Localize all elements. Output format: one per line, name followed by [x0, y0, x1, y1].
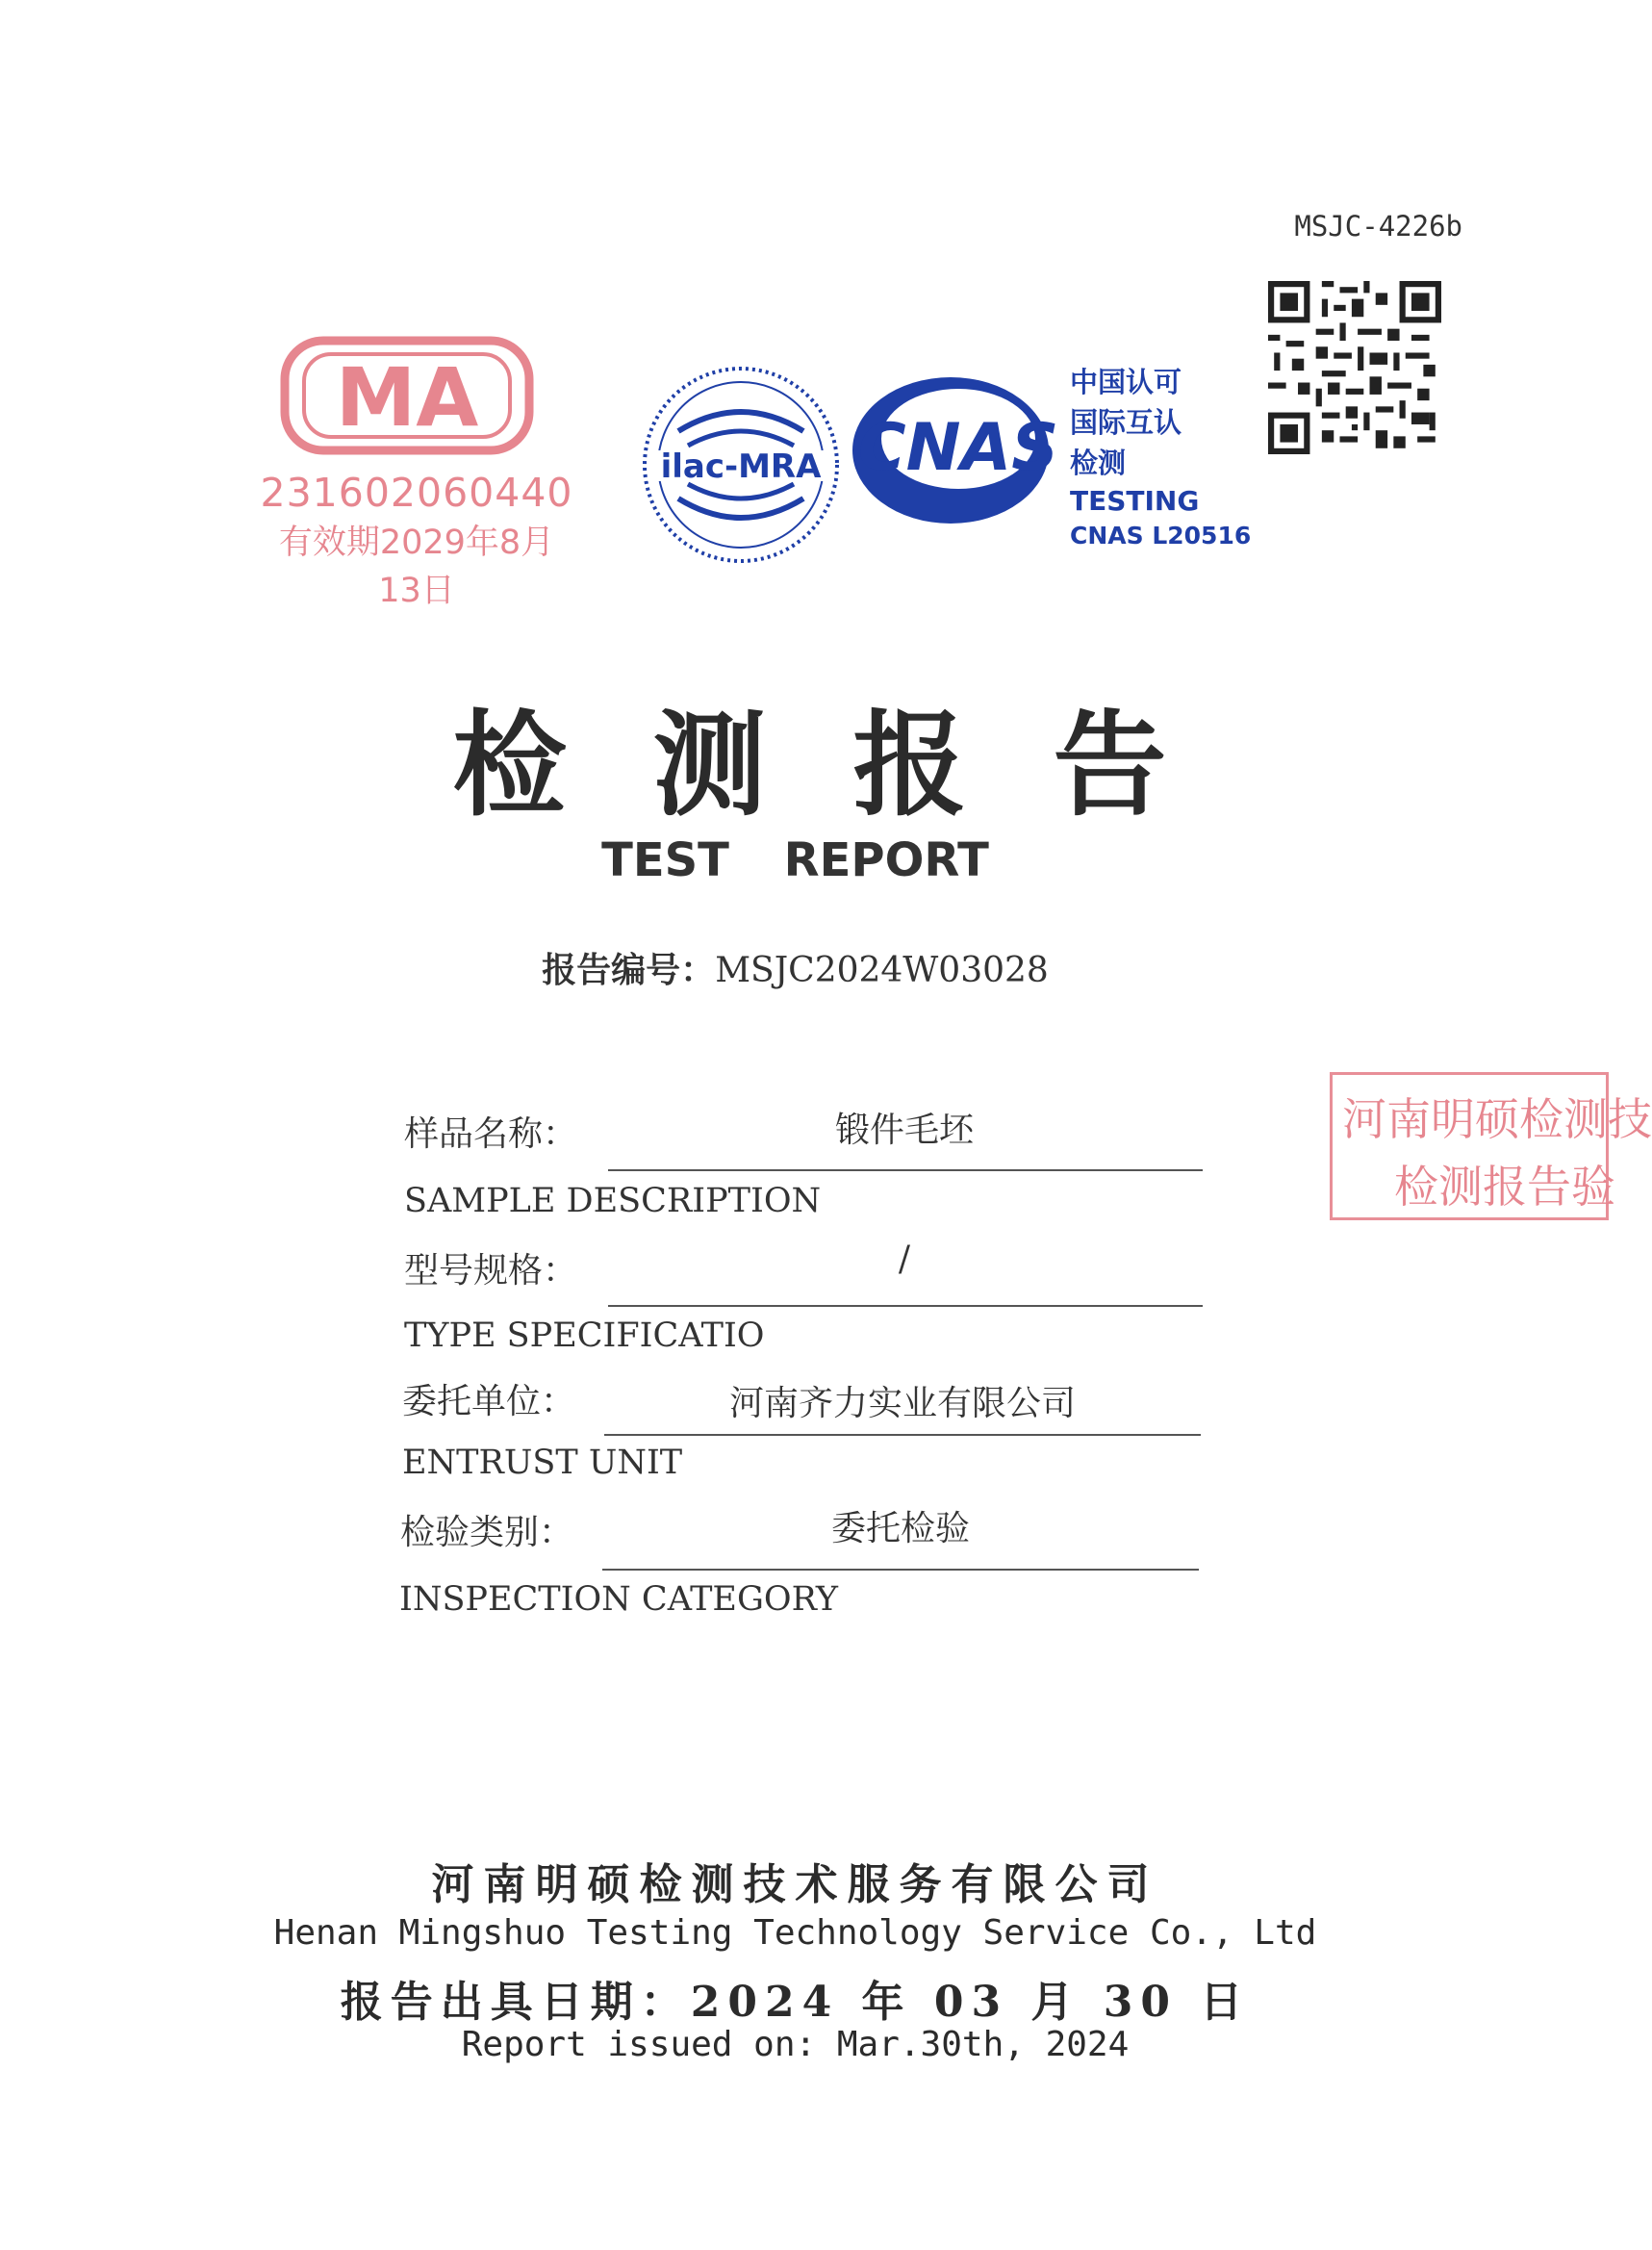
svg-text:MA: MA	[335, 350, 479, 445]
document-code: MSJC-4226b	[1294, 210, 1462, 243]
cma-validity: 有效期2029年8月13日	[278, 524, 555, 610]
type-spec-label: 型号规格：	[404, 1251, 578, 1291]
cma-cert-number: 231602060440	[260, 470, 573, 516]
cnas-line-2: 国际互认	[1070, 406, 1182, 439]
inspection-category-value: 委托检验	[830, 1509, 970, 1548]
cnas-line-3: 检测	[1070, 447, 1127, 479]
report-number-value: MSJC2024W03028	[715, 951, 1049, 990]
sample-name-underline	[608, 1169, 1203, 1171]
cma-seal-icon	[281, 337, 533, 454]
report-number	[0, 943, 1590, 992]
title-english: TEST REPORT	[601, 833, 989, 887]
company-name-cn: 河南明硕检测技术服务有限公司	[431, 1860, 1159, 1909]
edge-stamp-line-2: 检测报告验	[1394, 1161, 1615, 1213]
issue-date-cn: 报告出具日期：2024 年 03 月 30 日	[340, 1978, 1251, 2027]
entrust-unit-label: 委托单位：	[402, 1382, 576, 1421]
inspection-category-label: 检验类别：	[400, 1513, 574, 1552]
issue-date-en: Report issued on: Mar.30th, 2024	[461, 2025, 1130, 2064]
cnas-line-4: TESTING	[1070, 485, 1200, 517]
company-name-en: Henan Mingshuo Testing Technology Service Co., Ltd	[273, 1913, 1317, 1953]
report-number-label: 报告编号：	[542, 951, 716, 990]
sample-name-label-en: SAMPLE DESCRIPTION	[404, 1182, 822, 1220]
edge-stamp-line-1: 河南明硕检测技	[1342, 1093, 1652, 1145]
cnas-line-1: 中国认可	[1070, 366, 1182, 398]
entrust-unit-label-en: ENTRUST UNIT	[402, 1444, 683, 1482]
ilac-logo-text: ilac-MRA	[660, 447, 822, 486]
sample-name-label: 样品名称：	[404, 1114, 578, 1154]
cnas-logo-icon	[845, 373, 1059, 527]
title-chinese: 检测报告	[452, 698, 1254, 831]
type-spec-value: /	[898, 1240, 911, 1279]
inspection-category-label-en: INSPECTION CATEGORY	[399, 1580, 838, 1619]
entrust-unit-underline	[604, 1434, 1201, 1436]
type-spec-underline	[608, 1305, 1203, 1307]
type-spec-label-en: TYPE SPECIFICATIO	[404, 1317, 765, 1355]
seal-stamp-right-edge	[1330, 1072, 1652, 1220]
qr-code-icon	[1268, 281, 1441, 454]
inspection-category-underline	[602, 1569, 1199, 1571]
entrust-unit-value: 河南齐力实业有限公司	[728, 1384, 1076, 1423]
ilac-mra-seal-icon	[640, 364, 842, 566]
cnas-accreditation: CNAS L20516	[1070, 522, 1252, 550]
sample-name-value: 锻件毛坯	[834, 1111, 974, 1150]
cnas-logo-text: CNAS	[857, 410, 1059, 486]
